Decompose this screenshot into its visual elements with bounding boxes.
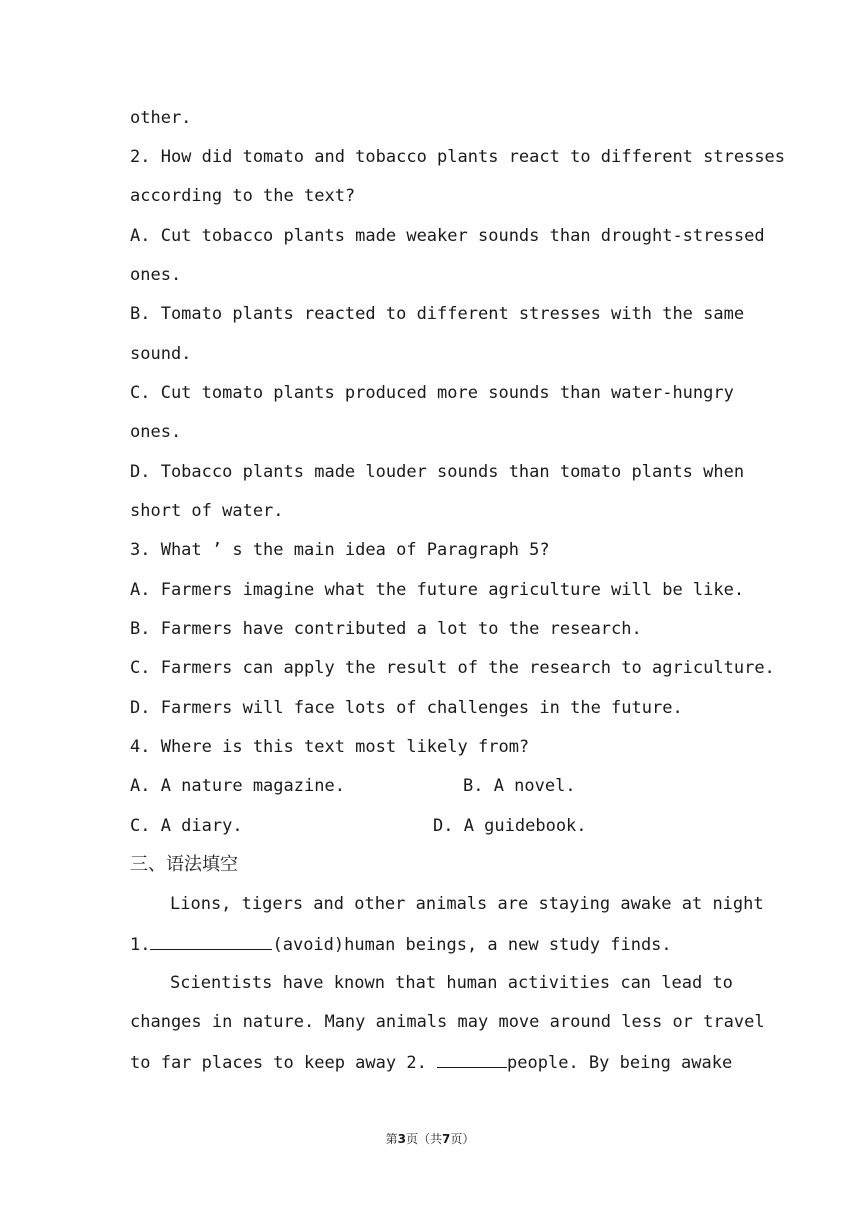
option-2d: D. Tobacco plants made louder sounds than tomato plants when <box>130 462 745 482</box>
grammar-paragraph-2-line-2: changes in nature. Many animals may move around less or travel <box>130 1012 765 1032</box>
option-3a: A. Farmers imagine what the future agriculture will be like. <box>130 580 745 600</box>
question-2: 2. How did tomato and tobacco plants react to different stresses <box>130 147 786 167</box>
blank-number: 1. <box>130 935 151 955</box>
option-4a: A. A nature magazine. <box>130 776 345 796</box>
grammar-paragraph-1-line-2 <box>130 933 672 956</box>
option-3b: B. Farmers have contributed a lot to the research. <box>130 619 642 639</box>
option-2b: B. Tomato plants reacted to different stresses with the same <box>130 304 745 324</box>
text-line: other. <box>130 108 192 128</box>
text-before-blank: to far places to keep away 2. <box>130 1053 438 1073</box>
option-3d: D. Farmers will face lots of challenges in the future. <box>130 698 683 718</box>
page-footer <box>0 1130 860 1147</box>
answer-blank-1[interactable] <box>150 933 272 950</box>
footer-total-pages: 7 <box>442 1132 451 1146</box>
text-line: ones. <box>130 265 182 285</box>
footer-suffix: 页） <box>450 1132 475 1146</box>
text-line: short of water. <box>130 501 284 521</box>
text-line: ones. <box>130 422 182 442</box>
text-line: sound. <box>130 344 192 364</box>
answer-blank-2[interactable] <box>437 1051 507 1068</box>
option-2c: C. Cut tomato plants produced more sounds than water-hungry <box>130 383 734 403</box>
option-3c: C. Farmers can apply the result of the research to agriculture. <box>130 658 775 678</box>
text-line: according to the text? <box>130 186 356 206</box>
question-3: 3. What ’ s the main idea of Paragraph 5? <box>130 540 550 560</box>
option-4d: D. A guidebook. <box>433 816 587 836</box>
question-4: 4. Where is this text most likely from? <box>130 737 530 757</box>
grammar-paragraph-1-line-1: Lions, tigers and other animals are staying awake at night <box>170 894 764 914</box>
footer-prefix: 第 <box>385 1132 398 1146</box>
grammar-paragraph-2-line-3 <box>130 1051 732 1074</box>
text-after-blank: people. By being awake <box>507 1053 733 1073</box>
text-after-blank: (avoid)human beings, a new study finds. <box>272 935 672 955</box>
footer-middle: 页（共 <box>405 1132 442 1146</box>
footer-page-number: 3 <box>397 1132 406 1146</box>
option-4c: C. A diary. <box>130 816 243 836</box>
section-heading: 三、语法填空 <box>130 854 238 875</box>
option-2a: A. Cut tobacco plants made weaker sounds than drought-stressed <box>130 226 765 246</box>
option-4b: B. A novel. <box>463 776 576 796</box>
grammar-paragraph-2-line-1: Scientists have known that human activities can lead to <box>170 973 733 993</box>
